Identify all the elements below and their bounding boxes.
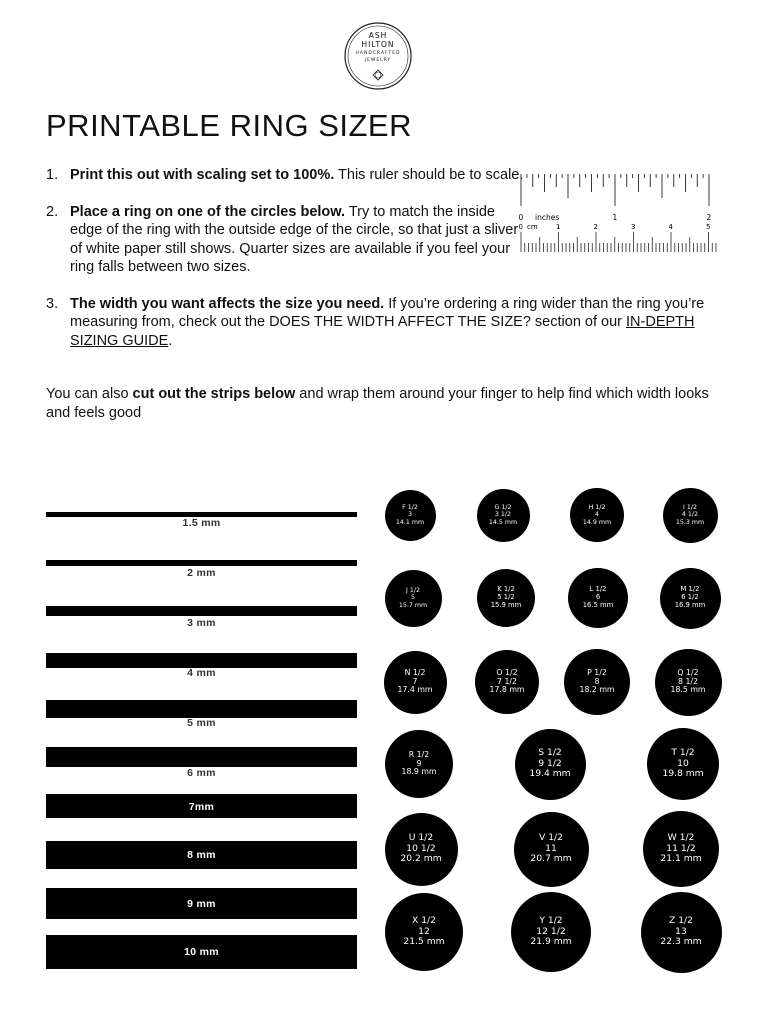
- ring-size-circle: [647, 728, 719, 800]
- ring-size-circle: [385, 730, 453, 798]
- ring-size-circle: [514, 812, 589, 887]
- ring-size-uk: F 1/2: [402, 504, 418, 512]
- cutout-bold: cut out the strips below: [132, 386, 296, 402]
- ring-size-mm: 18.2 mm: [579, 685, 615, 695]
- ring-size-circle: [564, 649, 630, 715]
- ruler-cm-number: 2: [593, 223, 598, 231]
- ring-size-mm: 15.7 mm: [398, 601, 428, 609]
- step-bold-text: The width you want affects the size you need.: [70, 295, 385, 312]
- ring-size-uk: N 1/2: [404, 667, 426, 677]
- ring-size-us: 5 1/2: [497, 593, 515, 602]
- ruler-cm-number: 3: [631, 223, 636, 231]
- ruler-cm-label: cm: [527, 223, 538, 231]
- ring-size-mm: 16.5 mm: [582, 600, 614, 609]
- ruler-cm-number: 0: [518, 223, 523, 231]
- strip-label: 4 mm: [187, 667, 216, 679]
- ring-size-mm: 20.2 mm: [400, 853, 442, 865]
- instruction-step-1: [46, 166, 525, 185]
- step-bold-text: Print this out with scaling set to 100%.: [70, 167, 335, 183]
- ring-size-circle: [660, 568, 721, 629]
- ring-size-us: 12: [418, 925, 430, 937]
- ring-size-circle: [641, 892, 722, 973]
- ring-size-uk: J 1/2: [406, 587, 420, 595]
- strip-label: 10 mm: [184, 946, 219, 958]
- ring-size-us: 9: [416, 758, 422, 768]
- ring-size-circle: [511, 892, 591, 972]
- instruction-step-3: [46, 295, 715, 351]
- ruler-inches-label: inches: [535, 213, 560, 222]
- cutout-suffix: and wrap them around your finger to help find which width looks and feels good: [46, 386, 709, 421]
- ring-size-uk: P 1/2: [587, 667, 607, 677]
- strip-label: 9 mm: [187, 898, 216, 910]
- width-strip: [46, 606, 357, 616]
- step-number: 1.: [46, 167, 59, 183]
- step-number: 2.: [46, 203, 59, 220]
- ring-size-mm: 17.8 mm: [489, 685, 525, 695]
- ring-size-us: 11: [545, 842, 557, 854]
- ring-size-uk: G 1/2: [494, 504, 512, 512]
- step-text: If you’re ordering a ring wider than the ring you’re measuring from, check out the DOES THE WIDTH AFFECT THE SIZE? section of our: [70, 295, 705, 330]
- ring-size-mm: 22.3 mm: [660, 936, 702, 948]
- ring-size-circle: [515, 729, 586, 800]
- ring-size-circle: [384, 651, 447, 714]
- ring-size-us: 5: [410, 594, 415, 602]
- strip-label: 1.5 mm: [182, 517, 221, 529]
- ring-size-us: 3 1/2: [494, 511, 512, 519]
- ring-size-uk: L 1/2: [589, 585, 607, 594]
- cutout-prefix: You can also: [46, 386, 133, 402]
- ring-size-us: 8 1/2: [678, 676, 698, 686]
- step-number: 3.: [46, 295, 59, 312]
- ring-size-uk: O 1/2: [496, 667, 518, 677]
- step-text: This ruler should be to scale.: [334, 167, 524, 183]
- ring-size-us: 13: [675, 925, 687, 937]
- ring-size-us: 12 1/2: [536, 925, 566, 937]
- width-strip: [46, 653, 357, 668]
- instruction-step-2: [46, 203, 525, 277]
- ring-size-mm: 14.5 mm: [488, 518, 518, 526]
- sizing-guide-link[interactable]: IN-DEPTH SIZING GUIDE: [70, 314, 695, 349]
- ruler-inch-number: 2: [706, 213, 712, 222]
- step-text-end: .: [168, 332, 173, 349]
- ring-size-us: 6: [595, 593, 601, 602]
- brand-logo: [342, 22, 414, 90]
- ring-size-circle: [385, 893, 463, 971]
- ring-size-circle: [477, 489, 530, 542]
- logo-text-ash: ASH: [368, 31, 388, 40]
- ring-size-uk: Y 1/2: [539, 915, 563, 927]
- ring-size-circle: [663, 488, 718, 543]
- ruler-cm-number: 5: [706, 223, 711, 231]
- strip-label: 5 mm: [187, 717, 216, 729]
- ring-size-circle: [475, 650, 539, 714]
- ring-size-uk: M 1/2: [680, 585, 700, 594]
- ring-size-uk: I 1/2: [683, 504, 697, 512]
- ring-size-circle: [643, 811, 719, 887]
- ring-size-circle: [385, 813, 458, 886]
- step-bold-text: Place a ring on one of the circles below.: [70, 203, 346, 220]
- cutout-note: [46, 385, 726, 422]
- ring-size-uk: U 1/2: [408, 832, 434, 844]
- step-text: Try to match the inside edge of the ring with the outside edge of the circle, so that just a sliver of white paper still shows. Quarter sizes are available if you feel your ring falls between two sizes.: [70, 203, 519, 275]
- width-strip: [46, 700, 357, 718]
- ring-size-us: 11 1/2: [666, 842, 696, 854]
- scale-ruler: [518, 170, 723, 255]
- strip-label: 3 mm: [187, 617, 216, 629]
- logo-text-hilton: HILTON: [361, 40, 395, 49]
- ring-size-uk: W 1/2: [667, 832, 695, 844]
- ring-size-uk: Z 1/2: [668, 915, 693, 927]
- ring-size-us: 4 1/2: [681, 511, 699, 519]
- ring-size-us: 10: [677, 757, 689, 769]
- ring-size-mm: 21.9 mm: [530, 936, 572, 948]
- width-strip: [46, 747, 357, 767]
- ring-size-us: 3: [407, 511, 412, 519]
- ring-size-mm: 21.5 mm: [403, 936, 445, 948]
- page-title: PRINTABLE RING SIZER: [46, 108, 412, 143]
- ring-size-uk: K 1/2: [497, 585, 515, 594]
- ruler-inch-number: 0: [518, 213, 524, 222]
- strip-label: 2 mm: [187, 567, 216, 579]
- ring-size-circle: [477, 569, 535, 627]
- ring-size-uk: H 1/2: [588, 504, 606, 512]
- ring-size-mm: 14.9 mm: [582, 518, 612, 526]
- ring-size-us: 7: [412, 676, 418, 686]
- ring-size-mm: 15.9 mm: [490, 600, 522, 609]
- ring-size-mm: 19.8 mm: [662, 768, 704, 780]
- ruler-cm-number: 1: [556, 223, 561, 231]
- ring-size-us: 7 1/2: [497, 676, 517, 686]
- ring-size-circle: [385, 570, 442, 627]
- ring-size-mm: 14.1 mm: [395, 518, 425, 526]
- ring-size-mm: 18.9 mm: [401, 767, 437, 777]
- ring-size-circle: [655, 649, 722, 716]
- logo-text-jewelry: JEWELRY: [364, 58, 392, 63]
- ring-size-uk: T 1/2: [671, 747, 695, 759]
- strip-label: 7mm: [188, 801, 215, 813]
- ring-size-mm: 21.1 mm: [660, 853, 702, 865]
- ring-size-circle: [568, 568, 628, 628]
- strip-label: 8 mm: [187, 849, 216, 861]
- ring-size-mm: 18.5 mm: [670, 685, 706, 695]
- width-strip: [46, 560, 357, 566]
- ring-size-us: 4: [594, 511, 599, 519]
- ruler-cm-number: 4: [668, 223, 673, 231]
- ring-size-uk: X 1/2: [411, 915, 436, 927]
- ring-size-us: 6 1/2: [681, 593, 699, 602]
- ring-size-mm: 17.4 mm: [397, 685, 433, 695]
- ring-size-us: 8: [594, 676, 600, 686]
- ring-size-uk: V 1/2: [539, 832, 563, 844]
- ring-size-us: 10 1/2: [406, 842, 436, 854]
- ring-size-mm: 15.3 mm: [675, 518, 705, 526]
- ruler-inch-number: 1: [612, 213, 618, 222]
- ring-size-mm: 20.7 mm: [530, 853, 572, 865]
- ring-size-circle: [570, 488, 624, 542]
- ring-size-circle: [385, 490, 436, 541]
- ring-size-uk: S 1/2: [538, 747, 562, 759]
- ring-size-mm: 16.9 mm: [674, 600, 706, 609]
- ring-size-mm: 19.4 mm: [529, 768, 571, 780]
- strip-label: 6 mm: [187, 767, 216, 779]
- ring-size-us: 9 1/2: [538, 757, 562, 769]
- ring-size-uk: Q 1/2: [677, 667, 699, 677]
- logo-text-handcrafted: HANDCRAFTED: [355, 51, 401, 56]
- ring-size-uk: R 1/2: [408, 749, 430, 759]
